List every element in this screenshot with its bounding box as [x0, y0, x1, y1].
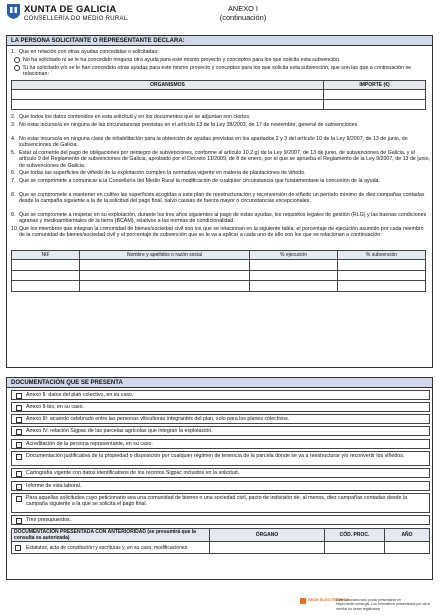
doc-checkbox[interactable]	[16, 393, 22, 399]
code-input[interactable]	[325, 542, 385, 554]
nif-input[interactable]	[12, 281, 80, 292]
members-header-name: Nombre y apellidos o razón social	[80, 251, 250, 260]
documentation-section	[6, 377, 433, 580]
table-row	[12, 90, 426, 100]
doc-checkbox[interactable]	[16, 405, 22, 411]
subv-input[interactable]	[338, 281, 426, 292]
nif-input[interactable]	[12, 270, 80, 281]
other-aid-radio[interactable]	[14, 65, 20, 71]
xunta-logo-icon	[6, 3, 21, 19]
department-name: CONSELLERÍA DO MEDIO RURAL	[24, 16, 128, 22]
doc-item: Anexo II: datos del plan colectivo, en su caso.	[11, 390, 430, 400]
prior-doc-title: DOCUMENTACIÓN PRESENTADA CON ANTERIORIDAD (se presumirá que la consulta es autorizada)	[12, 529, 210, 542]
year-input[interactable]	[385, 542, 430, 554]
org-input[interactable]	[12, 90, 324, 100]
declaration-title: LA PERSONA SOLICITANTE O REPRESENTANTE DECLARA:	[7, 36, 432, 46]
doc-checkbox[interactable]	[16, 417, 22, 423]
annex-subtitle: (continuación)	[219, 12, 267, 22]
table-row	[12, 260, 426, 271]
prior-doc-checkbox[interactable]	[15, 545, 21, 551]
org-name: XUNTA DE GALICIA	[24, 4, 117, 15]
doc-checkbox[interactable]	[16, 429, 22, 435]
doc-item: Anexo II-bis, en su caso.	[11, 402, 430, 412]
doc-item: Anexo IV: relación Sigpac de las parcelas agrícolas que integran la explotación.	[11, 426, 430, 436]
doc-checkbox[interactable]	[16, 518, 22, 524]
nif-input[interactable]	[12, 260, 80, 271]
annex-title-block	[211, 5, 275, 22]
org-input[interactable]	[12, 100, 324, 110]
no-other-aid-radio[interactable]	[14, 57, 20, 63]
doc-item: Documentación justificativa de la propiedad o disposición por cualquier régimen de tenencia de la parcela donde se va a reestructurar y/o reconvertir los viñedos.	[11, 451, 430, 466]
other-aid-label: Sí ha solicitado y/o se le han concedido otras ayudas para este mismo proyecto y conceptos para los que solicita esta subvención, que son las que a continuación se relacionan:	[23, 65, 412, 78]
page-header	[6, 3, 433, 29]
other-aid-table	[11, 80, 426, 110]
exec-input[interactable]	[250, 281, 338, 292]
exec-input[interactable]	[250, 270, 338, 281]
members-header-nif: NIF	[12, 251, 80, 260]
aid-table-header-orgs: ORGANISMOS	[12, 81, 324, 90]
amount-input[interactable]	[324, 100, 426, 110]
doc-item: Informe de vida laboral.	[11, 481, 430, 491]
doc-item: Cartografía vigente con datos identificativos de los recintos Sigpac incluidos en la solicitud.	[11, 468, 430, 478]
table-row	[12, 100, 426, 110]
doc-item: Para aquellas solicitudes cuyo peticionario sea una comunidad de bienes o una sociedad civil, pacto de indivisión de, al menos, diez campañas contadas desde la campaña siguiente a la que se solicita el pago final.	[11, 493, 430, 513]
prior-doc-item: Estatutos, acta de constitución y escrituras y, en su caso, modificaciones.	[12, 542, 210, 554]
prior-doc-header-code: CÓD. PROC.	[325, 529, 385, 542]
no-other-aid-label: No ha solicitado ni se le ha concedido ninguna otra ayuda para este mismo proyecto y conceptos para los que solicita esta subvención.	[23, 57, 341, 63]
table-row	[12, 270, 426, 281]
table-row	[12, 542, 430, 554]
declaration-section: LA PERSONA SOLICITANTE O REPRESENTANTE DECLARA: 1. Que en relación con otras ayudas concedidas o solicitadas: No ha solicitado ni se le ha concedido ninguna otra ayuda para este mismo proyecto y conceptos para los que solicita esta subvención. Sí ha solicitado y/o se le han concedido otras ayudas para este mismo proyecto y conceptos para los que solicita esta subvención, que son las que a continuación se relacionan: ORGANISMOS IMPORTE (€) 2. Que todos los datos contenidos en esta solicitud y en los documentos que se adjuntan son ciertos. 3. No estar incurso/a en ninguna de las circunstancias previstas en el artículo 13 de la Ley 38/2003, de 17 de noviembre, general de subvenciones. 4. No estar incurso/a en ninguna clase de inhabilitación para la obtención de ayudas previstas en los apartados 2 y 3 del artículo 10 de la Ley 9/2007, de 13 de junio, de subvenciones de Galicia. 5. Estar al corriente del pago de obligaciones por reintegro de subvenciones, conforme al artículo 10.2.g) de la Ley 9/2007, de 13 de junio, de subvenciones de Galicia, y el artículo 9 del Reglamento de subvenciones de Galicia, aprobado por el Decreto 11/2009, de 8 de enero, por el que se aprueba el Reglamento de la Ley 9/2007, de 13 de junio, de subvenciones de Galicia. 6. Que todas las superficies de viñedo de la explotación cumplen la normativa vigente en materia de plantaciones de viñedo. 7. Que se compromete a comunicar a la Consellería del Medio Rural la modificación de cualquier circunstancia que fundamentase la concesión de la ayuda. 8. Que se compromete a mantener en cultivo las superficies acogidas a este plan de reestructuración y reconversión de viñedo un período mínimo de diez campañas contadas desde la campaña siguiente a la de la solicitud del pago final, salvo causas de fuerza mayor o circunstancias excepcionales. 9. Que se compromete a respetar en su explotación, durante los tres años siguientes al pago de estas ayudas, los requisitos legales de gestión (RLG) y las buenas condiciones agrarias y medioambientales de la tierra (BCAM), relativos a las normas de condicionalidad. 10. Que los miembros que integran la comunidad de bienes/sociedad civil son los que se relacionan en la siguiente tabla; el porcentaje de ejecución asumido por cada miembro de la comunidad de bienes/sociedad civil y el porcentaje de subvención que se le va a aplicar a cada uno de ello son los que se relacionan a continuación: NIF Nombre y apellidos o razón social % ejecución % subvención	[6, 35, 433, 368]
annex-title: ANEXO I	[228, 4, 258, 13]
doc-checkbox[interactable]	[16, 471, 22, 477]
prior-documentation-table	[11, 528, 430, 554]
name-input[interactable]	[80, 281, 250, 292]
doc-item: Acreditación de la persona representante, en su caso.	[11, 439, 430, 449]
sede-electronica-icon	[300, 598, 306, 604]
subv-input[interactable]	[338, 270, 426, 281]
doc-item: Anexo III: acuerdo celebrado entre las personas viticultoras integrantes del plan, solo para los planes colectivos.	[11, 414, 430, 424]
footer-brand: SEDE ELECTRÓNICA	[308, 597, 349, 602]
exec-input[interactable]	[250, 260, 338, 271]
prior-doc-header-organ: ÓRGANO	[210, 529, 325, 542]
doc-checkbox[interactable]	[16, 496, 22, 502]
members-header-exec: % ejecución	[250, 251, 338, 260]
members-header-subv: % subvención	[338, 251, 426, 260]
amount-input[interactable]	[324, 90, 426, 100]
table-row	[12, 281, 426, 292]
doc-checkbox[interactable]	[16, 484, 22, 490]
subv-input[interactable]	[338, 260, 426, 271]
aid-table-header-amount: IMPORTE (€)	[324, 81, 426, 90]
name-input[interactable]	[80, 260, 250, 271]
members-table	[11, 250, 426, 292]
prior-doc-header-year: AÑO	[385, 529, 430, 542]
doc-checkbox[interactable]	[16, 442, 22, 448]
documentation-title: DOCUMENTACIÓN QUE SE PRESENTA	[7, 378, 432, 388]
organ-input[interactable]	[210, 542, 325, 554]
doc-checkbox[interactable]	[16, 454, 22, 460]
doc-item: Tres presupuestos.	[11, 515, 430, 525]
footer-text: Este formulario solo podrá presentarse en https://sede.xunta.gal. Los formularios presentados por otros medios no serán registrados	[336, 598, 431, 611]
name-input[interactable]	[80, 270, 250, 281]
